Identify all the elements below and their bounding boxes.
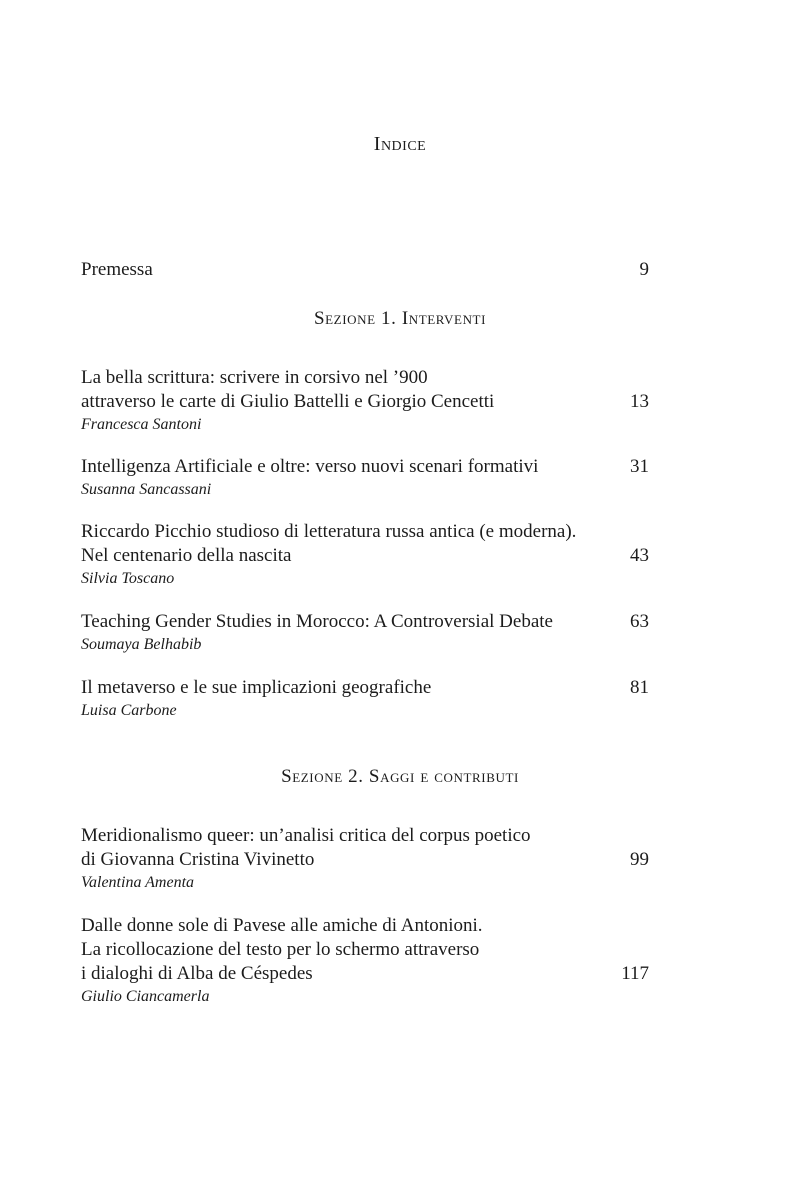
entry-title-line: Meridionalismo queer: un’analisi critica del corpus poetico (81, 825, 531, 846)
toc-entry (81, 366, 649, 436)
entry-title-line: attraverso le carte di Giulio Battelli e Giorgio Cencetti (81, 391, 495, 412)
toc-entry (81, 455, 649, 501)
entry-title-line: Intelligenza Artificiale e oltre: verso nuovi scenari formativi (81, 456, 539, 477)
page-number: 9 (639, 259, 649, 280)
page-title: Indice (373, 133, 427, 155)
entry-author: Valentina Amenta (81, 874, 195, 891)
entry-author: Silvia Toscano (81, 570, 175, 587)
entry-title-line: La bella scrittura: scrivere in corsivo nel ’900 (81, 367, 428, 388)
entry-title-line: Teaching Gender Studies in Morocco: A Controversial Debate (81, 611, 553, 632)
entry-title-line: di Giovanna Cristina Vivinetto (81, 849, 315, 870)
page-number: 31 (630, 456, 649, 477)
toc-entry-premessa (81, 258, 649, 282)
page-number: 117 (621, 963, 649, 984)
entry-title-line: Il metaverso e le sue implicazioni geografiche (81, 677, 432, 698)
page-number: 13 (630, 391, 649, 412)
section-heading-1: Sezione 1. Interventi (313, 308, 487, 329)
entry-title: Premessa (81, 259, 153, 280)
entry-title-line: i dialoghi di Alba de Céspedes (81, 963, 313, 984)
entry-author: Francesca Santoni (81, 416, 202, 433)
toc-entry (81, 914, 649, 1008)
section-heading-2: Sezione 2. Saggi e contributi (281, 766, 519, 787)
entry-author: Susanna Sancassani (81, 481, 212, 498)
toc-entry (81, 520, 649, 590)
page-number: 43 (630, 545, 649, 566)
entry-author: Soumaya Belhabib (81, 636, 202, 653)
entry-author: Luisa Carbone (81, 702, 177, 719)
page-number: 81 (630, 677, 649, 698)
entry-title-line: Nel centenario della nascita (81, 545, 292, 566)
entry-title-line: La ricollocazione del testo per lo schermo attraverso (81, 939, 480, 960)
entry-title-line: Riccardo Picchio studioso di letteratura russa antica (e moderna). (81, 521, 577, 542)
page-number: 99 (630, 849, 649, 870)
toc-entry (81, 824, 649, 894)
entry-author: Giulio Ciancamerla (81, 988, 210, 1005)
toc-entry (81, 676, 649, 722)
toc-entry (81, 610, 649, 656)
page-number: 63 (630, 611, 649, 632)
entry-title-line: Dalle donne sole di Pavese alle amiche di Antonioni. (81, 915, 483, 936)
